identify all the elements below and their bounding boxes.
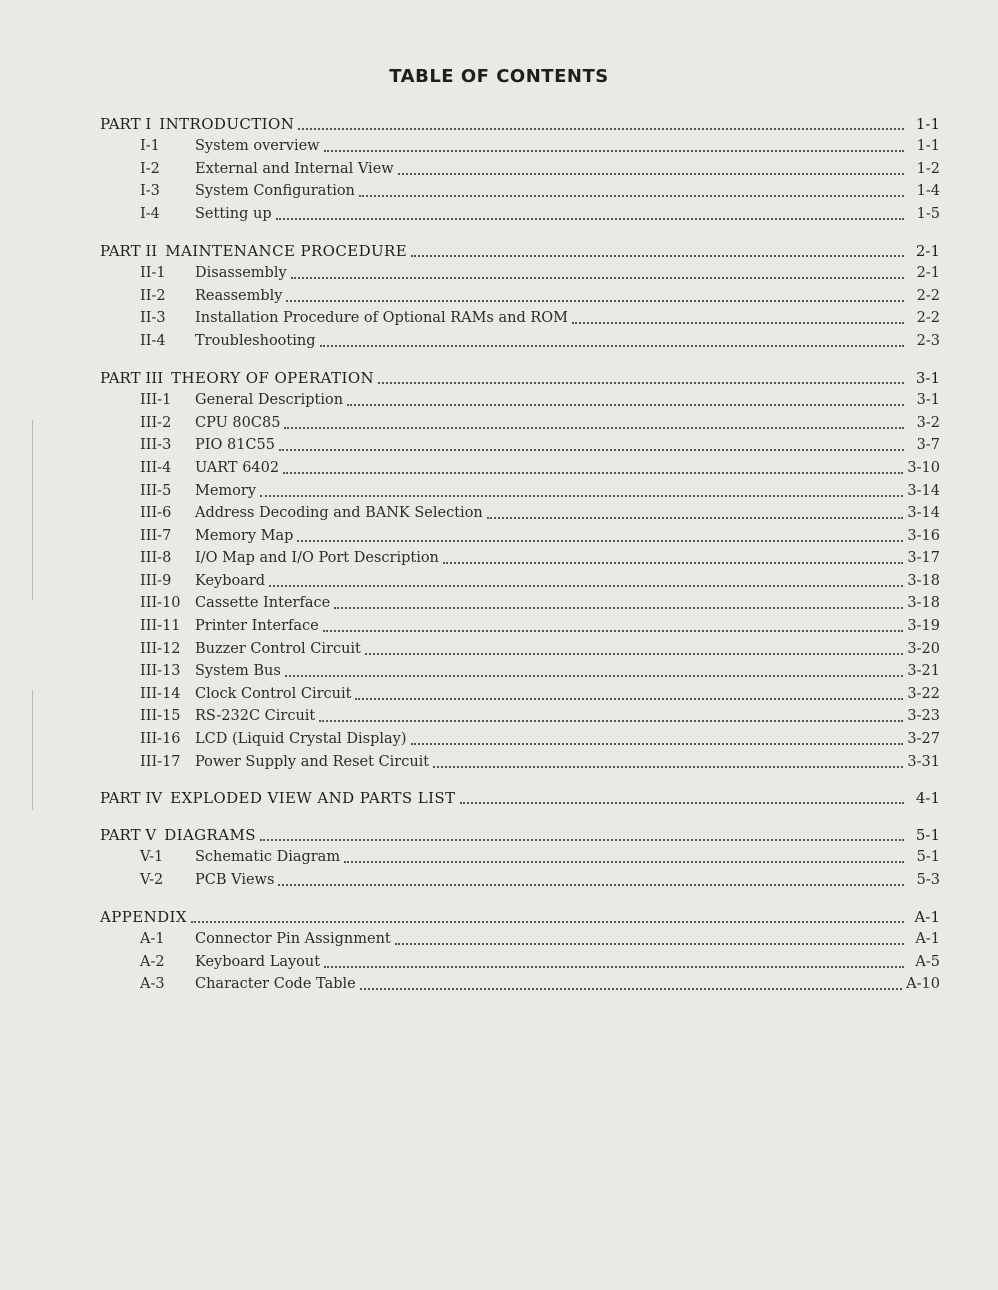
toc-section bbox=[100, 237, 940, 350]
entry-number: III-1 bbox=[140, 392, 172, 409]
page-number: 5-1 bbox=[916, 849, 940, 866]
entry-title: System overview bbox=[195, 138, 320, 155]
page-number: 5-3 bbox=[916, 872, 940, 888]
page-number: A-5 bbox=[915, 953, 940, 970]
page-number: 3-14 bbox=[907, 482, 940, 499]
toc-entry-row[interactable] bbox=[100, 545, 940, 568]
page-number: 2-2 bbox=[916, 310, 940, 327]
page-number: 3-19 bbox=[907, 618, 940, 635]
entry-title: PCB Views bbox=[195, 872, 275, 888]
dot-leader bbox=[355, 686, 903, 700]
entry-title: I/O Map and I/O Port Description bbox=[195, 550, 439, 567]
toc-entry-row[interactable] bbox=[100, 658, 940, 681]
toc-section bbox=[100, 903, 940, 993]
toc-entry-row[interactable] bbox=[100, 844, 940, 867]
entry-title: General Description bbox=[195, 392, 344, 409]
entry-number: III-12 bbox=[140, 640, 181, 657]
toc-entry-row[interactable] bbox=[100, 948, 940, 971]
dot-leader bbox=[487, 505, 904, 519]
entry-number: III-17 bbox=[140, 753, 181, 770]
toc-section bbox=[100, 785, 940, 808]
entry-title: Buzzer Control Circuit bbox=[195, 640, 361, 657]
dot-leader bbox=[360, 976, 902, 990]
dot-leader bbox=[324, 954, 904, 968]
page-number: 3-18 bbox=[907, 595, 940, 612]
page-number: 3-17 bbox=[907, 550, 940, 567]
entry-number: A-1 bbox=[140, 931, 165, 948]
page-number: 2-1 bbox=[915, 241, 940, 260]
page-number: 3-20 bbox=[907, 640, 940, 657]
dot-leader bbox=[365, 641, 904, 655]
page-number: 1-2 bbox=[916, 160, 940, 177]
page-number: 3-31 bbox=[907, 753, 940, 770]
page-number: 1-5 bbox=[916, 205, 940, 222]
dot-leader bbox=[411, 731, 904, 745]
entry-number: I-3 bbox=[140, 183, 160, 200]
toc-part-row[interactable] bbox=[100, 785, 940, 808]
toc-entry-row[interactable] bbox=[100, 327, 940, 350]
dot-leader bbox=[344, 849, 904, 863]
dot-leader bbox=[443, 550, 904, 564]
entry-number: III-2 bbox=[140, 414, 172, 431]
entry-number: II-2 bbox=[140, 287, 166, 304]
entry-number: II-3 bbox=[140, 310, 166, 327]
entry-number: III-3 bbox=[140, 437, 172, 454]
part-number: PART III bbox=[100, 368, 164, 387]
table-of-contents bbox=[100, 110, 940, 1007]
entry-title: Character Code Table bbox=[195, 976, 356, 993]
dot-leader bbox=[378, 370, 904, 384]
page-number: A-1 bbox=[915, 931, 940, 948]
toc-entry-row[interactable] bbox=[100, 387, 940, 410]
entry-title: Memory bbox=[195, 482, 257, 499]
entry-number: III-13 bbox=[140, 663, 181, 680]
toc-entry-row[interactable] bbox=[100, 200, 940, 223]
entry-number: III-9 bbox=[140, 572, 172, 589]
page-number: 3-27 bbox=[907, 731, 940, 748]
toc-entry-row[interactable] bbox=[100, 971, 940, 994]
toc-entry-row[interactable] bbox=[100, 432, 940, 455]
dot-leader bbox=[395, 931, 904, 945]
toc-entry-row[interactable] bbox=[100, 567, 940, 590]
dot-leader bbox=[260, 483, 903, 497]
toc-section bbox=[100, 364, 940, 771]
toc-part-row[interactable] bbox=[100, 821, 940, 844]
entry-title: Memory Map bbox=[195, 527, 294, 544]
part-title: INTRODUCTION bbox=[159, 114, 295, 133]
toc-entry-row[interactable] bbox=[100, 926, 940, 949]
entry-number: I-1 bbox=[140, 138, 160, 155]
toc-section bbox=[100, 110, 940, 223]
page-number: 3-23 bbox=[907, 708, 940, 725]
toc-part-row[interactable] bbox=[100, 364, 940, 387]
entry-number: III-5 bbox=[140, 482, 172, 499]
page-number: 3-21 bbox=[907, 663, 940, 680]
toc-entry-row[interactable] bbox=[100, 635, 940, 658]
page-number: 3-14 bbox=[907, 505, 940, 522]
entry-title: Printer Interface bbox=[195, 618, 319, 635]
part-title: EXPLODED VIEW AND PARTS LIST bbox=[170, 789, 456, 808]
entry-title: Schematic Diagram bbox=[195, 849, 341, 866]
part-title: DIAGRAMS bbox=[164, 825, 256, 844]
dot-leader bbox=[319, 708, 903, 722]
page-number: 2-1 bbox=[916, 265, 940, 282]
entry-title: Setting up bbox=[195, 205, 272, 222]
toc-entry-row[interactable] bbox=[100, 725, 940, 748]
page-number: A-1 bbox=[914, 907, 940, 926]
dot-leader bbox=[279, 437, 904, 451]
entry-number: II-1 bbox=[140, 265, 166, 282]
dot-leader bbox=[359, 183, 904, 197]
toc-part-row[interactable] bbox=[100, 903, 940, 926]
part-title: THEORY OF OPERATION bbox=[171, 368, 375, 387]
toc-entry-row[interactable] bbox=[100, 612, 940, 635]
entry-title: CPU 80C85 bbox=[195, 414, 281, 431]
part-number: PART II bbox=[100, 241, 158, 260]
scan-edge-mark bbox=[32, 420, 33, 600]
dot-leader bbox=[276, 206, 904, 220]
entry-title: System Bus bbox=[195, 663, 281, 680]
page-number: 5-1 bbox=[915, 825, 940, 844]
toc-entry-row[interactable] bbox=[100, 178, 940, 201]
page-number: 2-3 bbox=[916, 332, 940, 349]
part-title: APPENDIX bbox=[100, 907, 187, 926]
dot-leader bbox=[191, 909, 904, 923]
entry-title: System Configuration bbox=[195, 183, 355, 200]
toc-entry-row[interactable] bbox=[100, 454, 940, 477]
page-number: 3-18 bbox=[907, 572, 940, 589]
toc-entry-row[interactable] bbox=[100, 133, 940, 156]
toc-entry-row[interactable] bbox=[100, 866, 940, 889]
dot-leader bbox=[572, 310, 904, 324]
page-number: A-10 bbox=[906, 976, 940, 993]
entry-title: Reassembly bbox=[195, 287, 283, 304]
part-title: MAINTENANCE PROCEDURE bbox=[165, 241, 408, 260]
toc-section bbox=[100, 821, 940, 889]
toc-entry-row[interactable] bbox=[100, 282, 940, 305]
entry-title: Clock Control Circuit bbox=[195, 685, 352, 702]
entry-title: UART 6402 bbox=[195, 459, 280, 476]
entry-number: III-14 bbox=[140, 685, 181, 702]
toc-part-row[interactable] bbox=[100, 237, 940, 260]
entry-number: III-16 bbox=[140, 731, 181, 748]
entry-title: Installation Procedure of Optional RAMs and ROM bbox=[195, 310, 569, 327]
entry-title: Cassette Interface bbox=[195, 595, 331, 612]
dot-leader bbox=[285, 663, 904, 677]
dot-leader bbox=[269, 573, 903, 587]
entry-number: III-15 bbox=[140, 708, 181, 725]
entry-number: III-10 bbox=[140, 595, 181, 612]
page-number: 3-7 bbox=[916, 437, 940, 454]
toc-entry-row[interactable] bbox=[100, 680, 940, 703]
entry-number: I-2 bbox=[140, 160, 160, 177]
dot-leader bbox=[278, 872, 904, 886]
dot-leader bbox=[284, 415, 904, 429]
entry-title: LCD (Liquid Crystal Display) bbox=[195, 731, 407, 748]
dot-leader bbox=[398, 161, 904, 175]
entry-number: V-2 bbox=[140, 872, 164, 888]
entry-number: III-11 bbox=[140, 618, 181, 635]
entry-title: Disassembly bbox=[195, 265, 287, 282]
toc-entry-row[interactable] bbox=[100, 590, 940, 613]
dot-leader bbox=[334, 595, 903, 609]
page-number: 1-1 bbox=[915, 114, 940, 133]
part-number: PART I bbox=[100, 114, 152, 133]
entry-title: Connector Pin Assignment bbox=[195, 931, 391, 948]
entry-number: A-3 bbox=[140, 976, 165, 993]
page-number: 3-1 bbox=[916, 392, 940, 409]
entry-number: III-4 bbox=[140, 459, 172, 476]
toc-entry-row[interactable] bbox=[100, 477, 940, 500]
page-number: 3-10 bbox=[907, 459, 940, 476]
entry-title: RS-232C Circuit bbox=[195, 708, 316, 725]
entry-number: A-2 bbox=[140, 953, 165, 970]
page-number: 3-1 bbox=[915, 368, 940, 387]
part-number: PART IV bbox=[100, 789, 163, 808]
dot-leader bbox=[260, 827, 904, 841]
scan-edge-mark bbox=[32, 690, 33, 810]
page-number: 1-4 bbox=[916, 183, 940, 200]
toc-entry-row[interactable] bbox=[100, 305, 940, 328]
dot-leader bbox=[283, 460, 903, 474]
entry-number: III-8 bbox=[140, 550, 172, 567]
toc-entry-row[interactable] bbox=[100, 155, 940, 178]
entry-number: V-1 bbox=[140, 849, 164, 866]
entry-number: III-7 bbox=[140, 527, 172, 544]
dot-leader bbox=[460, 790, 905, 804]
part-number: PART V bbox=[100, 825, 157, 844]
page-number: 2-2 bbox=[916, 287, 940, 304]
entry-title: Address Decoding and BANK Selection bbox=[195, 505, 483, 522]
page-number: 3-16 bbox=[907, 527, 940, 544]
dot-leader bbox=[347, 392, 904, 406]
entry-title: PIO 81C55 bbox=[195, 437, 275, 454]
toc-entry-row[interactable] bbox=[100, 409, 940, 432]
toc-entry-row[interactable] bbox=[100, 748, 940, 771]
entry-title: Keyboard Layout bbox=[195, 953, 321, 970]
dot-leader bbox=[324, 138, 904, 152]
dot-leader bbox=[286, 288, 904, 302]
entry-title: Power Supply and Reset Circuit bbox=[195, 753, 430, 770]
dot-leader bbox=[323, 618, 904, 632]
page-title: TABLE OF CONTENTS bbox=[389, 66, 609, 87]
entry-title: Troubleshooting bbox=[195, 332, 316, 349]
page-number: 4-1 bbox=[915, 789, 940, 808]
dot-leader bbox=[297, 528, 903, 542]
page-number: 3-2 bbox=[916, 414, 940, 431]
dot-leader bbox=[411, 243, 904, 257]
dot-leader bbox=[433, 754, 903, 768]
entry-number: I-4 bbox=[140, 205, 160, 222]
dot-leader bbox=[320, 333, 905, 347]
dot-leader bbox=[291, 265, 904, 279]
toc-entry-row[interactable] bbox=[100, 260, 940, 283]
page-number: 3-22 bbox=[907, 685, 940, 702]
dot-leader bbox=[298, 116, 904, 130]
entry-title: Keyboard bbox=[195, 572, 266, 589]
toc-entry-row[interactable] bbox=[100, 522, 940, 545]
toc-entry-row[interactable] bbox=[100, 703, 940, 726]
entry-number: III-6 bbox=[140, 505, 172, 522]
entry-number: II-4 bbox=[140, 332, 166, 349]
page-number: 1-1 bbox=[916, 138, 940, 155]
toc-entry-row[interactable] bbox=[100, 500, 940, 523]
toc-part-row[interactable] bbox=[100, 110, 940, 133]
entry-title: External and Internal View bbox=[195, 160, 394, 177]
